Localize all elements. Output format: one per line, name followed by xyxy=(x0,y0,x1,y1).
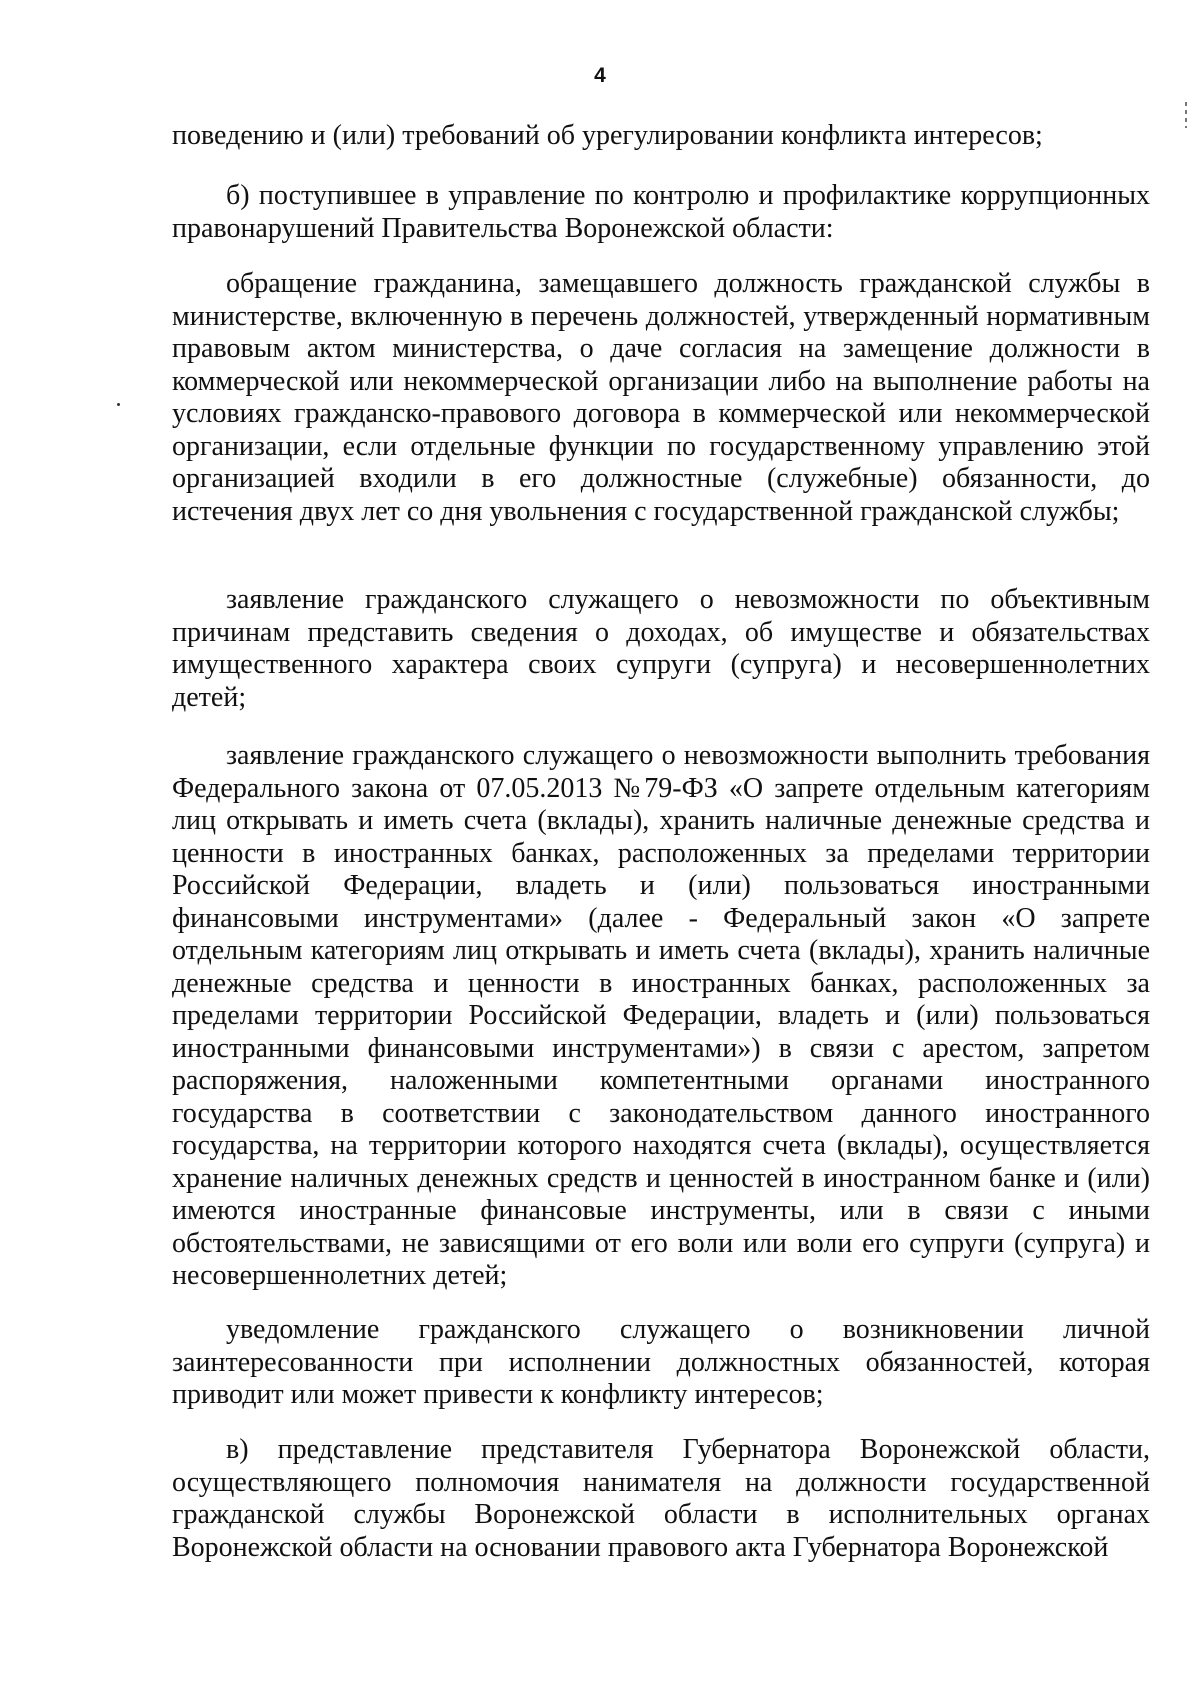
scan-mark xyxy=(1185,102,1187,128)
paragraph-appeal: обращение гражданина, замещавшего должность гражданской службы в министерстве, включенную в перечень должностей, утвержденный нормативным правовым актом министерства, о даче согласия на замещение должности в коммерческой или некоммерческой организации либо на выполнение работы на условиях гражданско-правового договора в коммерческой или некоммерческой организации, если отдельные функции по государственному управлению этой организацией входили в его должностные (служебные) обязанности, до истечения двух лет со дня увольнения с государственной гражданской службы; xyxy=(172,268,1150,527)
paragraph-item-v: в) представление представителя Губернатора Воронежской области, осуществляющего полномочия нанимателя на должности государственной гражданской службы Воронежской области в исполнительных органах Воронежской области на основании правового акта Губернатора Воронежской xyxy=(172,1434,1150,1563)
paragraph-statement-law: заявление гражданского служащего о невозможности выполнить требования Федерального закона от 07.05.2013 №79-ФЗ «О запрете отдельным категориям лиц открывать и иметь счета (вклады), хранить наличные денежные средства и ценности в иностранных банках, расположенных за пределами территории Российской Федерации, владеть и (или) пользоваться иностранными финансовыми инструментами» (далее - Федеральный закон «О запрете отдельным категориям лиц открывать и иметь счета (вклады), хранить наличные денежные средства и ценности в иностранных банках, расположенных за пределами территории Российской Федерации, владеть и (или) пользоваться иностранными финансовыми инструментами») в связи с арестом, запретом распоряжения, наложенными компетентными органами иностранного государства в соответствии с законодательством данного иностранного государства, на территории которого находятся счета (вклады), осуществляется хранение наличных денежных средств и ценностей в иностранном банке и (или) имеются иностранные финансовые инструменты, или в связи с иными обстоятельствами, не зависящими от его воли или воли его супруги (супруга) и несовершеннолетних детей; xyxy=(172,740,1150,1291)
paragraph-statement-income: заявление гражданского служащего о невозможности по объективным причинам представить сведения о доходах, об имуществе и обязательствах имущественного характера своих супруги (супруга) и несовершеннолетних детей; xyxy=(172,584,1150,713)
scan-dot xyxy=(117,403,120,406)
page-number: 4 xyxy=(594,64,606,87)
paragraph-notification: уведомление гражданского служащего о возникновении личной заинтересованности при исполнении должностных обязанностей, которая приводит или может привести к конфликту интересов; xyxy=(172,1314,1150,1410)
paragraph-continuation: поведению и (или) требований об урегулировании конфликта интересов; xyxy=(172,120,1043,151)
paragraph-item-b: б) поступившее в управление по контролю и профилактике коррупционных правонарушений Правительства Воронежской области: xyxy=(172,180,1150,244)
